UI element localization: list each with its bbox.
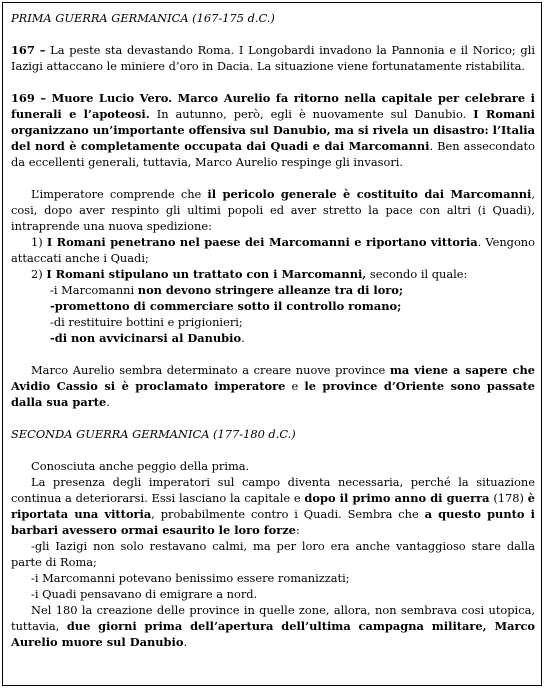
barbarian-item-1: -gli Iazigi non solo restavano calmi, ma per loro era anche vantaggioso stare dalla parte di Roma; <box>11 539 535 569</box>
barbarian-item-3: -i Quadi pensavano di emigrare a nord. <box>31 587 258 601</box>
paragraph-final: Nel 180 la creazione delle province in quelle zone, allora, non sembrava cosi utopica, tuttavia, due giorni prima dell’apertura dell’ultima campagna militare, Marco Aurelio muore sul Danubio. <box>11 603 535 649</box>
year-167: 167 – <box>11 43 46 57</box>
treaty-clause-2: -promettono di commerciare sotto il controllo romano; <box>50 299 402 313</box>
second-war-intro: Conosciuta anche peggio della prima. <box>31 459 250 473</box>
treaty-clause-1: -i Marcomanni non devono stringere alleanze tra di loro; <box>50 283 404 297</box>
barbarian-item-2: -i Marcomanni potevano benissimo essere romanizzati; <box>31 571 350 585</box>
list-item-1: 1) I Romani penetrano nel paese dei Marcomanni e riportano vittoria. Vengono attaccati anche i Quadi; <box>11 235 535 265</box>
paragraph-presence: La presenza degli imperatori sul campo diventa necessaria, perché la situazione continua a deteriorarsi. Essi lasciano la capitale e dopo il primo anno di guerra (178) è riportata una vittoria, probabilmente contro i Quadi. Sembra che a questo punto i barbari avessero ormai esaurito le loro forze: <box>11 475 535 537</box>
paragraph-167: 167 – La peste sta devastando Roma. I Longobardi invadono la Pannonia e il Norico; gli Iazigi attaccano le miniere d’oro in Dacia. La situazione viene fortunatamente ristabilita. <box>11 43 535 73</box>
paragraph-marco-aurelio: Marco Aurelio sembra determinato a creare nuove province ma viene a sapere che Avidio Cassio si è proclamato imperatore e le province d’Oriente sono passate dalla sua parte. <box>11 363 535 409</box>
paragraph-169: 169 – Muore Lucio Vero. Marco Aurelio fa ritorno nella capitale per celebrare i funerali e l’apoteosi. In autunno, però, egli è nuovamente sul Danubio. I Romani organizzano un’importante offensiva sul Danubio, ma si rivela un disastro: l’Italia del nord è completamente occupata dai Quadi e dai Marcomanni. Ben assecondato da eccellenti generali, tuttavia, Marco Aurelio respinge gli invasori. <box>11 91 535 169</box>
paragraph-emperor: L’imperatore comprende che il pericolo generale è costituito dai Marcomanni, cosi, dopo aver respinto gli ultimi popoli ed aver stretto la pace con altri (i Quadi), intraprende una nuova spedizione: <box>11 187 535 233</box>
second-war-title: SECONDA GUERRA GERMANICA (177-180 d.C.) <box>11 427 296 441</box>
treaty-clause-4: -di non avvicinarsi al Danubio. <box>50 331 245 345</box>
first-war-title: PRIMA GUERRA GERMANICA (167-175 d.C.) <box>11 11 275 25</box>
treaty-clause-3: -di restituire bottini e prigionieri; <box>50 315 243 329</box>
history-text-box <box>2 2 542 686</box>
list-item-2: 2) I Romani stipulano un trattato con i Marcomanni, secondo il quale: <box>31 267 468 281</box>
